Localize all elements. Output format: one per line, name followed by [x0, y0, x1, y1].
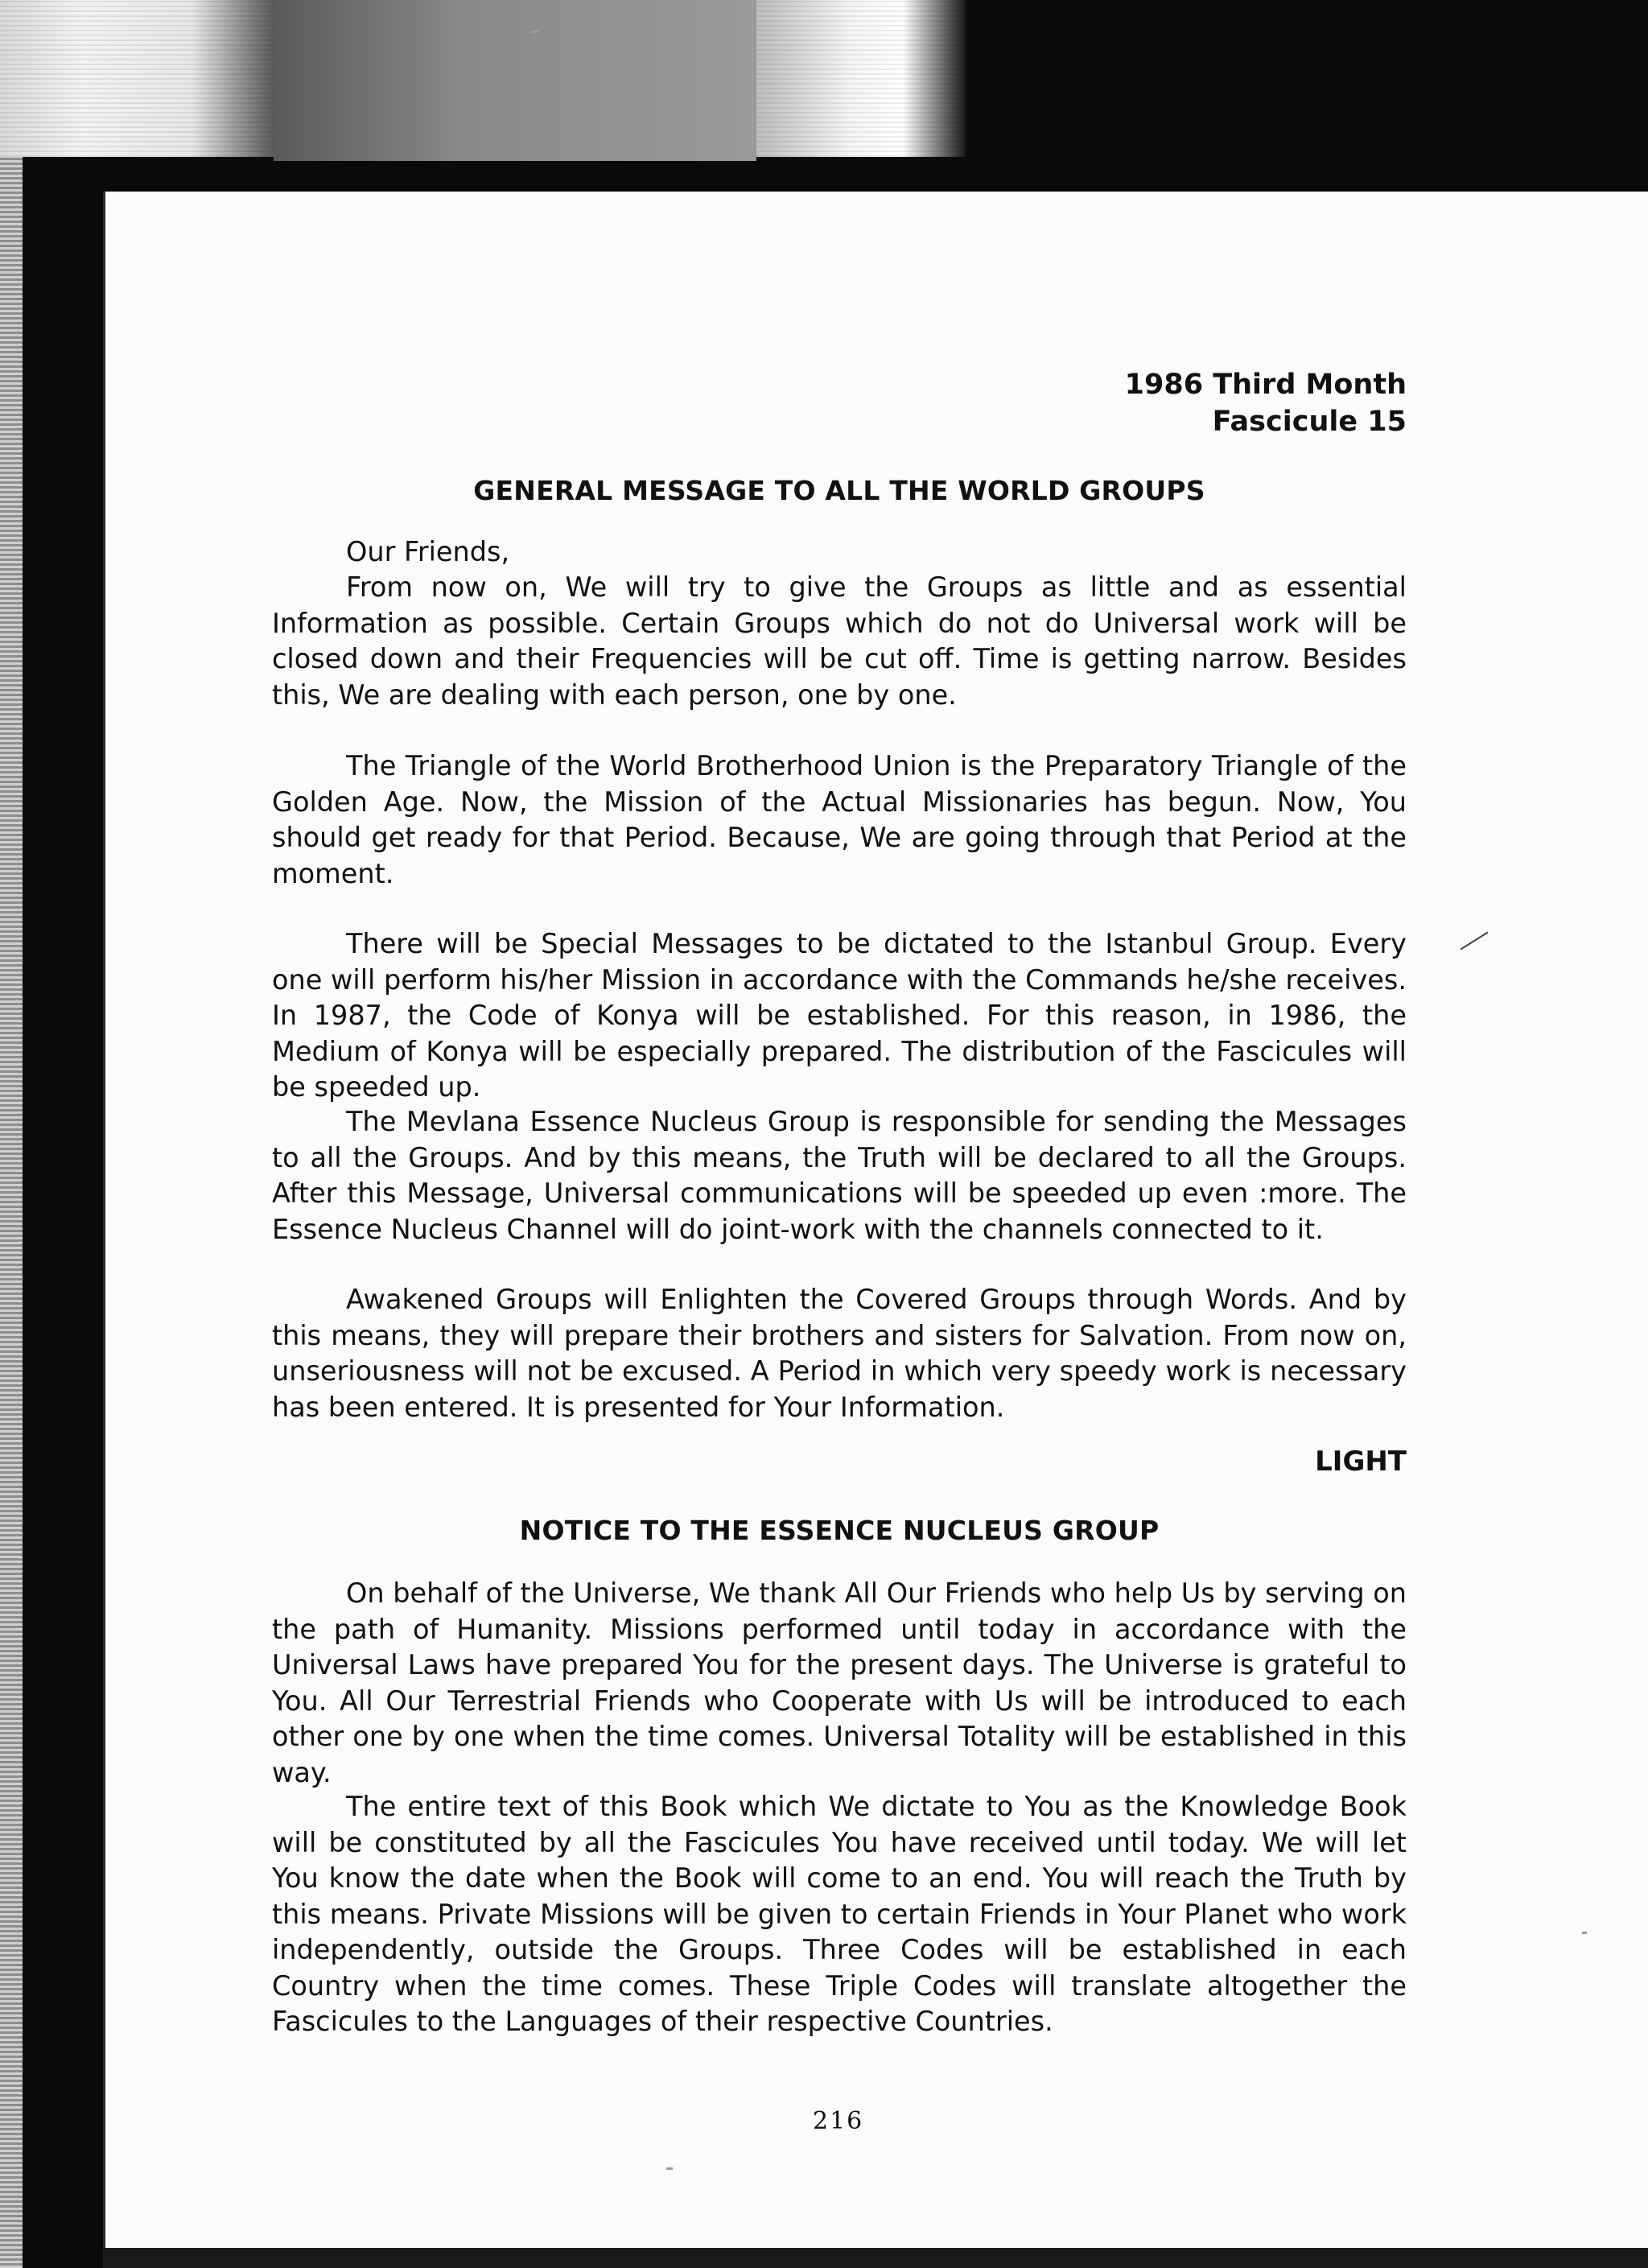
page-bottom-shadow	[103, 2248, 1648, 2268]
paragraph-5	[272, 1282, 1407, 1425]
paragraph-1-text: From now on, We will try to give the Groups as little and as essential Information as possible. Certain Groups which do not do Universal work will be closed down and their Frequencies will be cut off. Time is getting narrow. Besides this, We are dealing with each person, one by one.	[272, 571, 1407, 711]
scan-speck	[666, 2167, 673, 2170]
book-page-edges	[0, 157, 23, 2268]
scan-highlight-middle	[756, 0, 966, 157]
scan-speck	[531, 31, 539, 33]
paragraph-3	[272, 926, 1407, 1106]
scan-speck	[1582, 1932, 1587, 1934]
paragraph-2	[272, 748, 1407, 892]
paragraph-5-text: Awakened Groups will Enlighten the Covered Groups through Words. And by this means, they will prepare their brothers and sisters for Salvation. From now on, unseriousness will not be excused. A Period in which very speedy work is necessary has been entered. It is presented for Your Information.	[272, 1284, 1407, 1423]
paragraph-6	[272, 1576, 1407, 1791]
paragraph-7	[272, 1789, 1407, 2040]
section-title-general-message: GENERAL MESSAGE TO ALL THE WORLD GROUPS	[473, 475, 1205, 506]
page-header	[1125, 366, 1407, 440]
salutation	[272, 534, 1407, 571]
paragraph-6-text: On behalf of the Universe, We thank All Our Friends who help Us by serving on the path of Humanity. Missions performed until today in accordance with the Universal Laws have prepared You for the present days. The Universe is grateful to You. All Our Terrestrial Friends who Cooperate with Us will be introduced to each other one by one when the time comes. Universal Totality will be established in this way.	[272, 1577, 1407, 1788]
scan-top-band	[274, 0, 756, 161]
left-binding-shadow	[23, 157, 103, 2268]
paragraph-1	[272, 570, 1407, 713]
paragraph-7-text: The entire text of this Book which We dictate to You as the Knowledge Book will be constituted by all the Fascicules You have received until today. We will let You know the date when the Book will come to an end. You will reach the Truth by this means. Private Missions will be given to certain Friends in Your Planet who work independently, outside the Groups. Three Codes will be established in each Country when the time comes. These Triple Codes will translate altogether the Fascicules to the Languages of their respective Countries.	[272, 1791, 1407, 2037]
date-line: 1986 Third Month	[1124, 369, 1407, 401]
paragraph-2-text: The Triangle of the World Brotherhood Union is the Preparatory Triangle of the Golden Age. Now, the Mission of the Actual Missionaries has begun. Now, You should get ready for that Period. Because, We are going through that Period at the moment.	[272, 750, 1407, 889]
paragraph-3-text: There will be Special Messages to be dictated to the Istanbul Group. Every one will perform his/her Mission in accordance with the Commands he/she receives. In 1987, the Code of Konya will be established. For this reason, in 1986, the Medium of Konya will be especially prepared. The distribution of the Fascicules will be speeded up.	[272, 928, 1407, 1103]
paragraph-4-text: The Mevlana Essence Nucleus Group is responsible for sending the Messages to all the Groups. And by this means, the Truth will be declared to all the Groups. After this Message, Universal communications will be speeded up even :more. The Essence Nucleus Channel will do joint-work with the channels connected to it.	[272, 1106, 1407, 1245]
section-title-notice: NOTICE TO THE ESSENCE NUCLEUS GROUP	[519, 1515, 1160, 1546]
scan-highlight-left	[0, 0, 274, 157]
fascicule-line: Fascicule 15	[1212, 406, 1407, 438]
signature-light: LIGHT	[1315, 1445, 1407, 1478]
page-number: 216	[813, 2107, 864, 2135]
salutation-text: Our Friends,	[346, 536, 510, 567]
paragraph-4	[272, 1104, 1407, 1247]
